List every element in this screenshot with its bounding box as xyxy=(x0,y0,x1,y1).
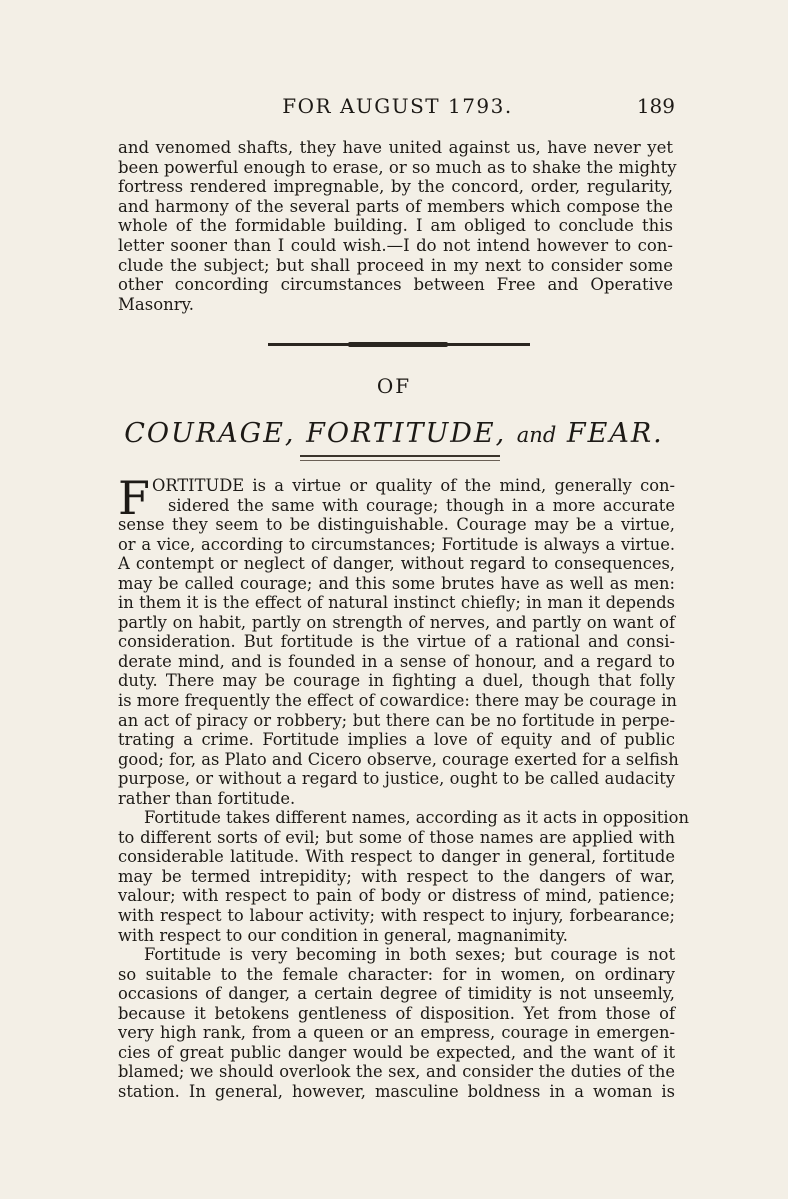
text-line: because it betokens gentleness of disposition. Yet from those of xyxy=(118,1003,675,1023)
text-line: with respect to our condition in general, magnanimity. xyxy=(118,925,568,945)
text-line: occasions of danger, a certain degree of timidity is not unseemly, xyxy=(118,984,675,1004)
title-underline-rule xyxy=(300,455,500,457)
text-line: rather than fortitude. xyxy=(118,788,296,808)
text-line: fortress rendered impregnable, by the concord, order, regularity, xyxy=(118,177,673,197)
text-line: whole of the formidable building. I am obliged to conclude this xyxy=(118,216,673,236)
text-line: A contempt or neglect of danger, without regard to consequences, xyxy=(118,554,675,574)
text-line: and harmony of the several parts of members which compose the xyxy=(118,196,673,216)
title-underline-rule-thin xyxy=(300,460,500,461)
text-line: been powerful enough to erase, or so much as to shake the mighty xyxy=(118,157,677,177)
text-line: is more frequently the effect of cowardice: there may be courage in xyxy=(118,691,677,711)
text-line: ORTITUDE is a virtue or quality of the mind, generally con- xyxy=(152,476,675,495)
section-divider-rule xyxy=(268,343,530,346)
article-body xyxy=(118,471,689,1102)
text-line: other concording circumstances between Free and Operative xyxy=(118,275,673,295)
text-line: an act of piracy or robbery; but there can be no fortitude in perpe- xyxy=(118,710,675,730)
text-line: Fortitude takes different names, according as it acts in opposition xyxy=(144,808,689,828)
text-line: station. In general, however, masculine boldness in a woman is xyxy=(118,1081,675,1101)
text-line: duty. There may be courage in fighting a duel, though that folly xyxy=(118,671,675,691)
text-line: may be termed intrepidity; with respect to the dangers of war, xyxy=(118,866,675,886)
drop-cap: F xyxy=(118,471,150,525)
text-line: valour; with respect to pain of body or distress of mind, patience; xyxy=(118,886,675,906)
article-title-and: and xyxy=(516,423,557,447)
article-title-part-a: COURAGE, FORTITUDE, xyxy=(124,418,507,449)
running-head-title: FOR AUGUST 1793. xyxy=(282,94,513,118)
article-title xyxy=(0,418,788,449)
text-line: or a vice, according to circumstances; Fortitude is always a virtue. xyxy=(118,534,675,554)
text-line: partly on habit, partly on strength of nerves, and partly on want of xyxy=(118,612,675,632)
running-head xyxy=(120,92,675,126)
text-line: Masonry. xyxy=(118,294,195,314)
text-line: with respect to labour activity; with respect to injury, forbearance; xyxy=(118,906,675,926)
text-line: may be called courage; and this some brutes have as well as men: xyxy=(118,573,675,593)
text-line: blamed; we should overlook the sex, and consider the duties of the xyxy=(118,1062,675,1082)
text-line: so suitable to the female character: for in women, on ordinary xyxy=(118,964,675,984)
text-line: sense they seem to be distinguishable. Courage may be a virtue, xyxy=(118,515,675,535)
text-line: in them it is the effect of natural instinct chiefly; in man it depends xyxy=(118,593,675,613)
text-line: Fortitude is very becoming in both sexes; but courage is not xyxy=(144,945,675,965)
text-line: purpose, or without a regard to justice, ought to be called audacity xyxy=(118,769,675,789)
text-line: letter sooner than I could wish.—I do not intend however to con- xyxy=(118,235,673,255)
text-line: sidered the same with courage; though in a more accurate xyxy=(168,495,675,515)
text-line: and venomed shafts, they have united against us, have never yet xyxy=(118,138,673,157)
text-line: to different sorts of evil; but some of those names are applied with xyxy=(118,827,675,847)
text-line: clude the subject; but shall proceed in my next to consider some xyxy=(118,255,673,275)
page-number: 189 xyxy=(636,94,675,118)
text-line: very high rank, from a queen or an empress, courage in emergen- xyxy=(118,1023,675,1043)
text-line: consideration. But fortitude is the virtue of a rational and consi- xyxy=(118,632,675,652)
text-line: considerable latitude. With respect to danger in general, fortitude xyxy=(118,847,675,867)
text-line: good; for, as Plato and Cicero observe, courage exerted for a selfish xyxy=(118,749,679,769)
text-line: cies of great public danger would be expected, and the want of it xyxy=(118,1042,675,1062)
text-line: trating a crime. Fortitude implies a love of equity and of public xyxy=(118,730,675,750)
article-title-part-b: FEAR. xyxy=(566,418,664,449)
text-line: derate mind, and is founded in a sense of honour, and a regard to xyxy=(118,651,675,671)
article-heading-of: OF xyxy=(376,374,412,398)
continued-paragraph xyxy=(118,138,677,314)
